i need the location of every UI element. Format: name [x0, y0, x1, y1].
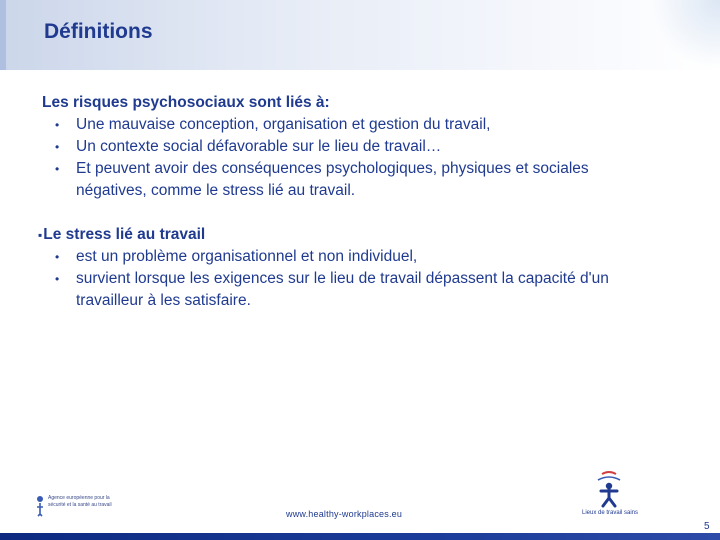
bullet-item: • est un problème organisationnel et non individuel, [76, 246, 662, 268]
slide-title: Définitions [44, 20, 153, 43]
eu-osha-logo-icon [34, 494, 124, 520]
section-psychosocial-risks [42, 92, 662, 202]
section-heading: Les risques psychosociaux sont liés à: [42, 94, 330, 111]
campaign-label: Lieux de travail sains [581, 510, 639, 516]
bullet-item: • Un contexte social défavorable sur le lieu de travail… [76, 136, 662, 158]
slide-content [42, 92, 662, 312]
section-heading: ▪ Le stress lié au travail [42, 224, 662, 246]
agency-name: Agence européenne pour la sécurité et la santé au travail [48, 495, 112, 508]
bullet-item: • Et peuvent avoir des conséquences psychologiques, physiques et sociales négatives, comme le stress lié au travail. [76, 158, 662, 202]
header-corner-glow [650, 0, 720, 70]
footer-bar [0, 533, 720, 540]
bullet-item: • Une mauvaise conception, organisation et gestion du travail, [76, 114, 662, 136]
bullet-list [42, 246, 662, 312]
website-url[interactable]: www.healthy-workplaces.eu [286, 509, 403, 519]
bullet-item: • survient lorsque les exigences sur le lieu de travail dépassent la capacité d'un travailleur à les satisfaire. [76, 268, 662, 312]
section-work-stress [42, 224, 662, 312]
bullet-list [42, 114, 662, 202]
page-number: 5 [704, 521, 710, 532]
header-accent [0, 0, 6, 70]
